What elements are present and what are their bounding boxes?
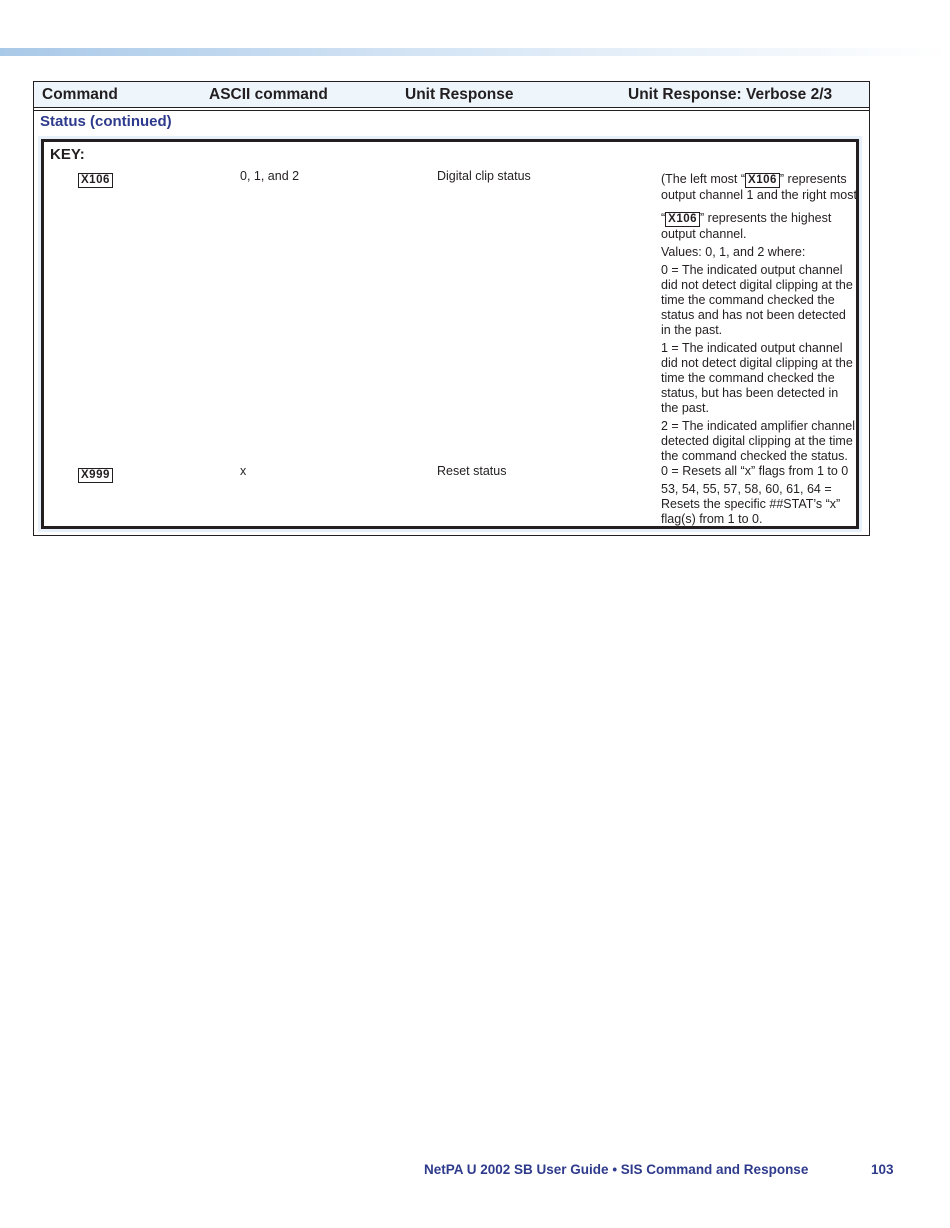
x106-desc-value-1: 1 = The indicated output channel did not detect digital clipping at the time the command checked the status, but has been detected in the past.	[661, 341, 853, 415]
x999-values: x	[240, 464, 247, 478]
x106-name: Digital clip status	[437, 169, 531, 183]
x999-name: Reset status	[437, 464, 507, 478]
key-title: KEY:	[50, 146, 85, 163]
x106-description	[661, 172, 857, 467]
x106-desc-value-2: 2 = The indicated amplifier channel detected digital clipping at the time the command checked the status.	[661, 419, 855, 463]
key-container	[38, 136, 862, 532]
inline-x106: X106	[665, 212, 700, 227]
x106-desc-line2: “ X106 ” represents the highest output channel.	[661, 211, 832, 241]
top-gradient-bar	[0, 48, 950, 56]
header-verbose: Unit Response: Verbose 2/3	[628, 86, 833, 103]
inline-x106: X106	[745, 173, 780, 188]
x999-description	[661, 464, 857, 530]
x106-desc-value-0: 0 = The indicated output channel did not detect digital clipping at the time the command checked the status and has not been detected in the past.	[661, 263, 853, 337]
x106-desc-line1: (The left most “ X106 ” represents output channel 1 and the right most	[661, 172, 857, 202]
command-table	[33, 81, 870, 536]
footer-guide-title: NetPA U 2002 SB User Guide • SIS Command and Response	[424, 1162, 809, 1177]
header-ascii-command: ASCII command	[209, 86, 328, 103]
section-title: Status (continued)	[40, 113, 172, 130]
variable-x106: X106	[78, 173, 113, 188]
section-divider	[34, 110, 869, 111]
footer-page-number: 103	[871, 1162, 894, 1177]
header-command: Command	[42, 86, 118, 103]
table-header	[34, 82, 869, 108]
x999-desc-reset-all: 0 = Resets all “x” flags from 1 to 0	[661, 464, 849, 478]
variable-x999: X999	[78, 468, 113, 483]
x999-desc-reset-specific: 53, 54, 55, 57, 58, 60, 61, 64 = Resets the specific ##STAT’s “x” flag(s) from 1 to 0.	[661, 482, 841, 526]
key-box	[41, 139, 859, 529]
header-unit-response: Unit Response	[405, 86, 514, 103]
x106-values: 0, 1, and 2	[240, 169, 300, 183]
x106-desc-values: Values: 0, 1, and 2 where:	[661, 245, 806, 259]
